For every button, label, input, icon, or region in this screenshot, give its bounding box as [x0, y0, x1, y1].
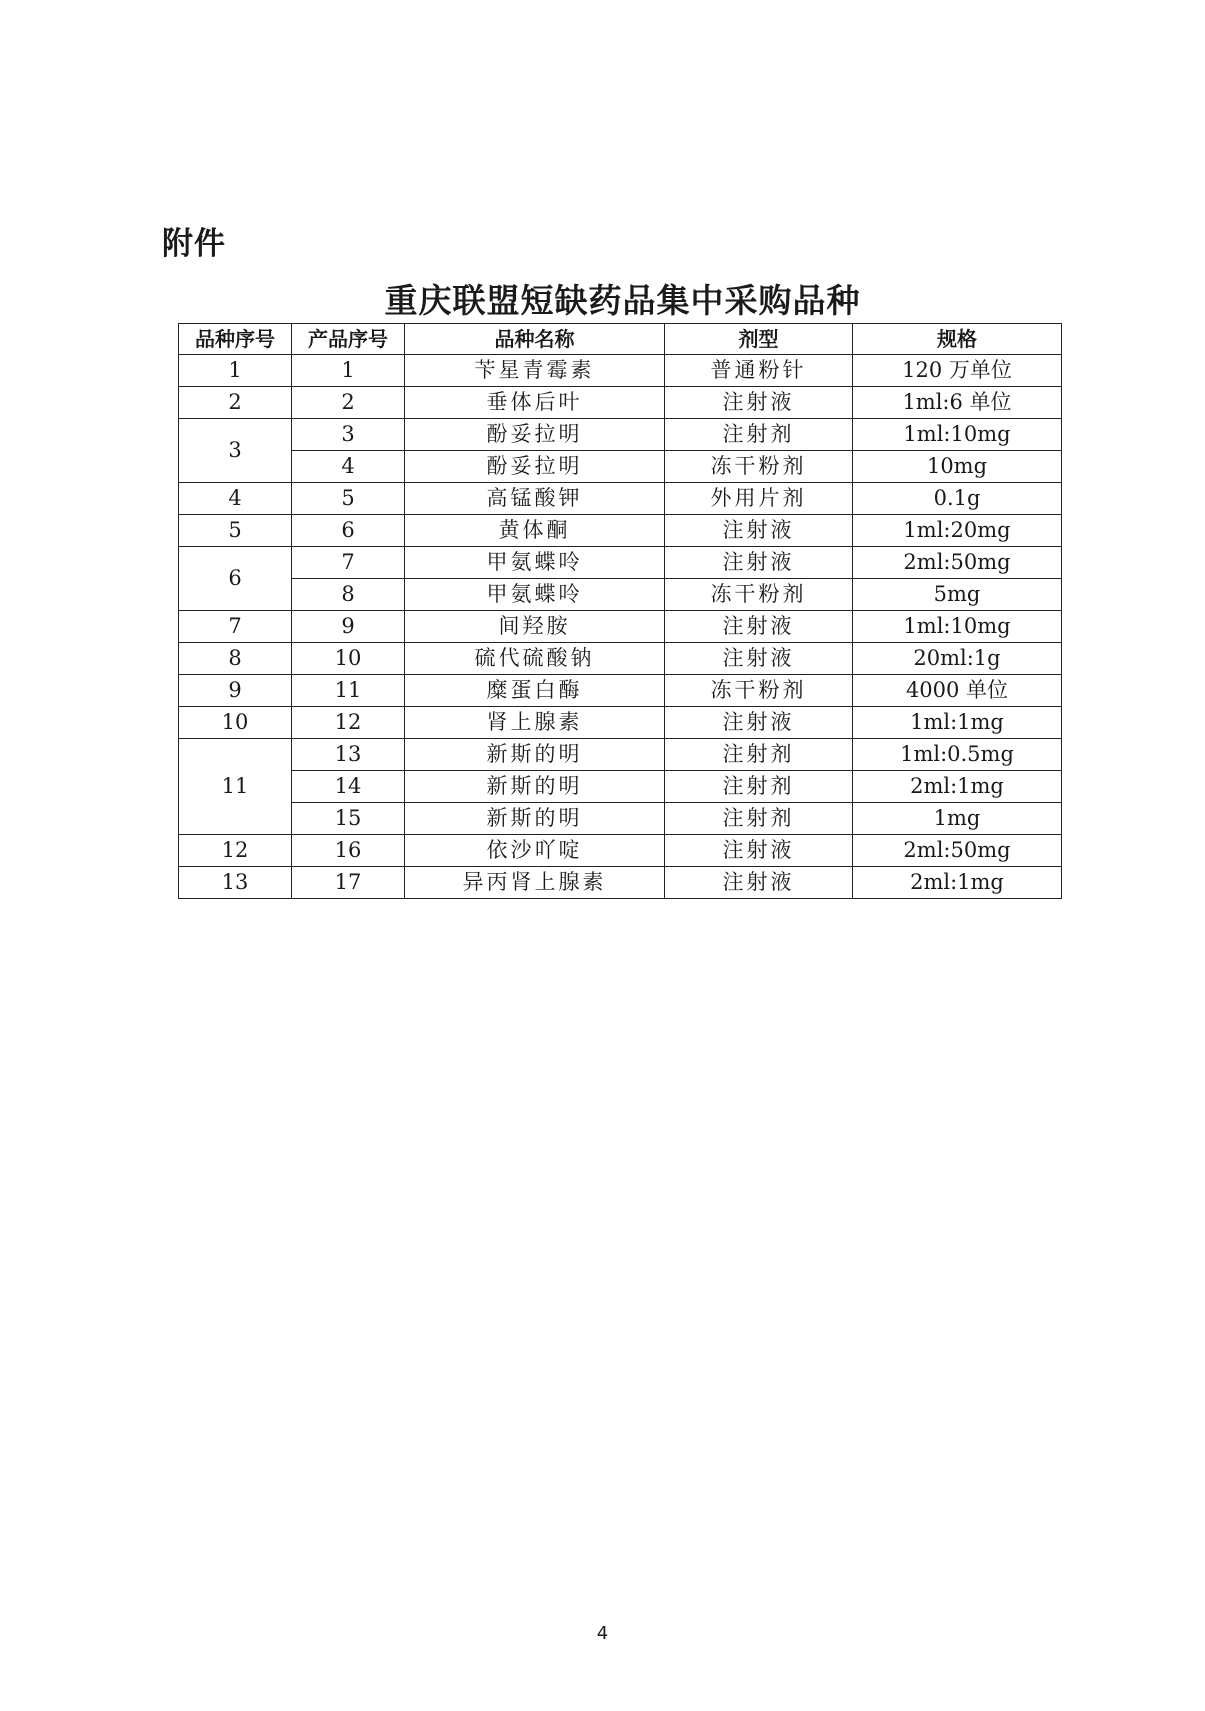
cell-variety-name: 新斯的明 — [405, 739, 665, 771]
table-row — [179, 643, 1062, 675]
cell-variety-name: 肾上腺素 — [405, 707, 665, 739]
table-row — [179, 867, 1062, 899]
table-row — [179, 355, 1062, 387]
cell-variety-no: 11 — [179, 739, 292, 835]
cell-variety-name: 新斯的明 — [405, 803, 665, 835]
cell-dosage-form: 注射液 — [665, 547, 853, 579]
cell-dosage-form: 注射液 — [665, 515, 853, 547]
cell-specification: 5mg — [853, 579, 1062, 611]
cell-variety-no: 5 — [179, 515, 292, 547]
cell-product-no: 1 — [292, 355, 405, 387]
cell-dosage-form: 注射液 — [665, 387, 853, 419]
cell-product-no: 15 — [292, 803, 405, 835]
cell-variety-no: 4 — [179, 483, 292, 515]
cell-specification: 2ml:1mg — [853, 771, 1062, 803]
cell-specification: 2ml:50mg — [853, 547, 1062, 579]
page-number: 4 — [596, 1623, 609, 1644]
cell-specification: 120 万单位 — [853, 355, 1062, 387]
cell-variety-no: 2 — [179, 387, 292, 419]
cell-dosage-form: 注射液 — [665, 835, 853, 867]
cell-product-no: 16 — [292, 835, 405, 867]
cell-dosage-form: 注射剂 — [665, 739, 853, 771]
cell-variety-name: 甲氨蝶呤 — [405, 579, 665, 611]
cell-variety-name: 新斯的明 — [405, 771, 665, 803]
header-variety-name: 品种名称 — [405, 324, 665, 355]
header-variety-no: 品种序号 — [179, 324, 292, 355]
cell-variety-no: 3 — [179, 419, 292, 483]
cell-variety-name: 硫代硫酸钠 — [405, 643, 665, 675]
cell-variety-name: 黄体酮 — [405, 515, 665, 547]
cell-product-no: 9 — [292, 611, 405, 643]
table-row — [179, 547, 1062, 579]
cell-dosage-form: 冻干粉剂 — [665, 579, 853, 611]
table-row — [179, 771, 1062, 803]
cell-dosage-form: 普通粉针 — [665, 355, 853, 387]
cell-specification: 2ml:1mg — [853, 867, 1062, 899]
cell-product-no: 2 — [292, 387, 405, 419]
header-dosage-form: 剂型 — [665, 324, 853, 355]
table-row — [179, 675, 1062, 707]
cell-specification: 1ml:1mg — [853, 707, 1062, 739]
cell-variety-name: 糜蛋白酶 — [405, 675, 665, 707]
cell-variety-name: 酚妥拉明 — [405, 419, 665, 451]
drug-table — [178, 323, 1062, 899]
cell-variety-name: 甲氨蝶呤 — [405, 547, 665, 579]
cell-specification: 10mg — [853, 451, 1062, 483]
cell-specification: 1ml:10mg — [853, 419, 1062, 451]
cell-product-no: 6 — [292, 515, 405, 547]
cell-variety-name: 依沙吖啶 — [405, 835, 665, 867]
cell-product-no: 13 — [292, 739, 405, 771]
cell-product-no: 8 — [292, 579, 405, 611]
cell-product-no: 12 — [292, 707, 405, 739]
cell-specification: 0.1g — [853, 483, 1062, 515]
cell-specification: 1ml:6 单位 — [853, 387, 1062, 419]
cell-product-no: 10 — [292, 643, 405, 675]
cell-specification: 1ml:0.5mg — [853, 739, 1062, 771]
cell-dosage-form: 注射液 — [665, 707, 853, 739]
cell-variety-no: 6 — [179, 547, 292, 611]
cell-variety-name: 间羟胺 — [405, 611, 665, 643]
cell-variety-name: 苄星青霉素 — [405, 355, 665, 387]
cell-variety-name: 垂体后叶 — [405, 387, 665, 419]
cell-variety-name: 酚妥拉明 — [405, 451, 665, 483]
table-row — [179, 387, 1062, 419]
cell-specification: 1ml:10mg — [853, 611, 1062, 643]
table-row — [179, 451, 1062, 483]
cell-dosage-form: 注射剂 — [665, 803, 853, 835]
cell-dosage-form: 冻干粉剂 — [665, 451, 853, 483]
cell-variety-name: 异丙肾上腺素 — [405, 867, 665, 899]
header-product-no: 产品序号 — [292, 324, 405, 355]
cell-variety-no: 1 — [179, 355, 292, 387]
cell-specification: 2ml:50mg — [853, 835, 1062, 867]
table-row — [179, 739, 1062, 771]
cell-product-no: 4 — [292, 451, 405, 483]
cell-dosage-form: 冻干粉剂 — [665, 675, 853, 707]
cell-variety-name: 高锰酸钾 — [405, 483, 665, 515]
cell-variety-no: 13 — [179, 867, 292, 899]
cell-product-no: 7 — [292, 547, 405, 579]
attachment-label: 附件 — [162, 226, 226, 262]
cell-dosage-form: 外用片剂 — [665, 483, 853, 515]
table-row — [179, 419, 1062, 451]
cell-product-no: 11 — [292, 675, 405, 707]
table-row — [179, 579, 1062, 611]
cell-dosage-form: 注射液 — [665, 611, 853, 643]
header-specification: 规格 — [853, 324, 1062, 355]
table-row — [179, 611, 1062, 643]
cell-dosage-form: 注射液 — [665, 643, 853, 675]
cell-dosage-form: 注射剂 — [665, 419, 853, 451]
table-row — [179, 835, 1062, 867]
cell-product-no: 17 — [292, 867, 405, 899]
cell-variety-no: 10 — [179, 707, 292, 739]
document-title: 重庆联盟短缺药品集中采购品种 — [384, 281, 861, 320]
cell-product-no: 14 — [292, 771, 405, 803]
table-row — [179, 515, 1062, 547]
cell-variety-no: 9 — [179, 675, 292, 707]
cell-dosage-form: 注射剂 — [665, 771, 853, 803]
cell-product-no: 3 — [292, 419, 405, 451]
cell-specification: 20ml:1g — [853, 643, 1062, 675]
cell-specification: 4000 单位 — [853, 675, 1062, 707]
cell-dosage-form: 注射液 — [665, 867, 853, 899]
cell-specification: 1mg — [853, 803, 1062, 835]
table-header-row — [179, 324, 1062, 355]
cell-variety-no: 7 — [179, 611, 292, 643]
table-row — [179, 707, 1062, 739]
cell-variety-no: 12 — [179, 835, 292, 867]
cell-variety-no: 8 — [179, 643, 292, 675]
cell-product-no: 5 — [292, 483, 405, 515]
cell-specification: 1ml:20mg — [853, 515, 1062, 547]
table-body — [179, 355, 1062, 899]
table-row — [179, 803, 1062, 835]
table-row — [179, 483, 1062, 515]
